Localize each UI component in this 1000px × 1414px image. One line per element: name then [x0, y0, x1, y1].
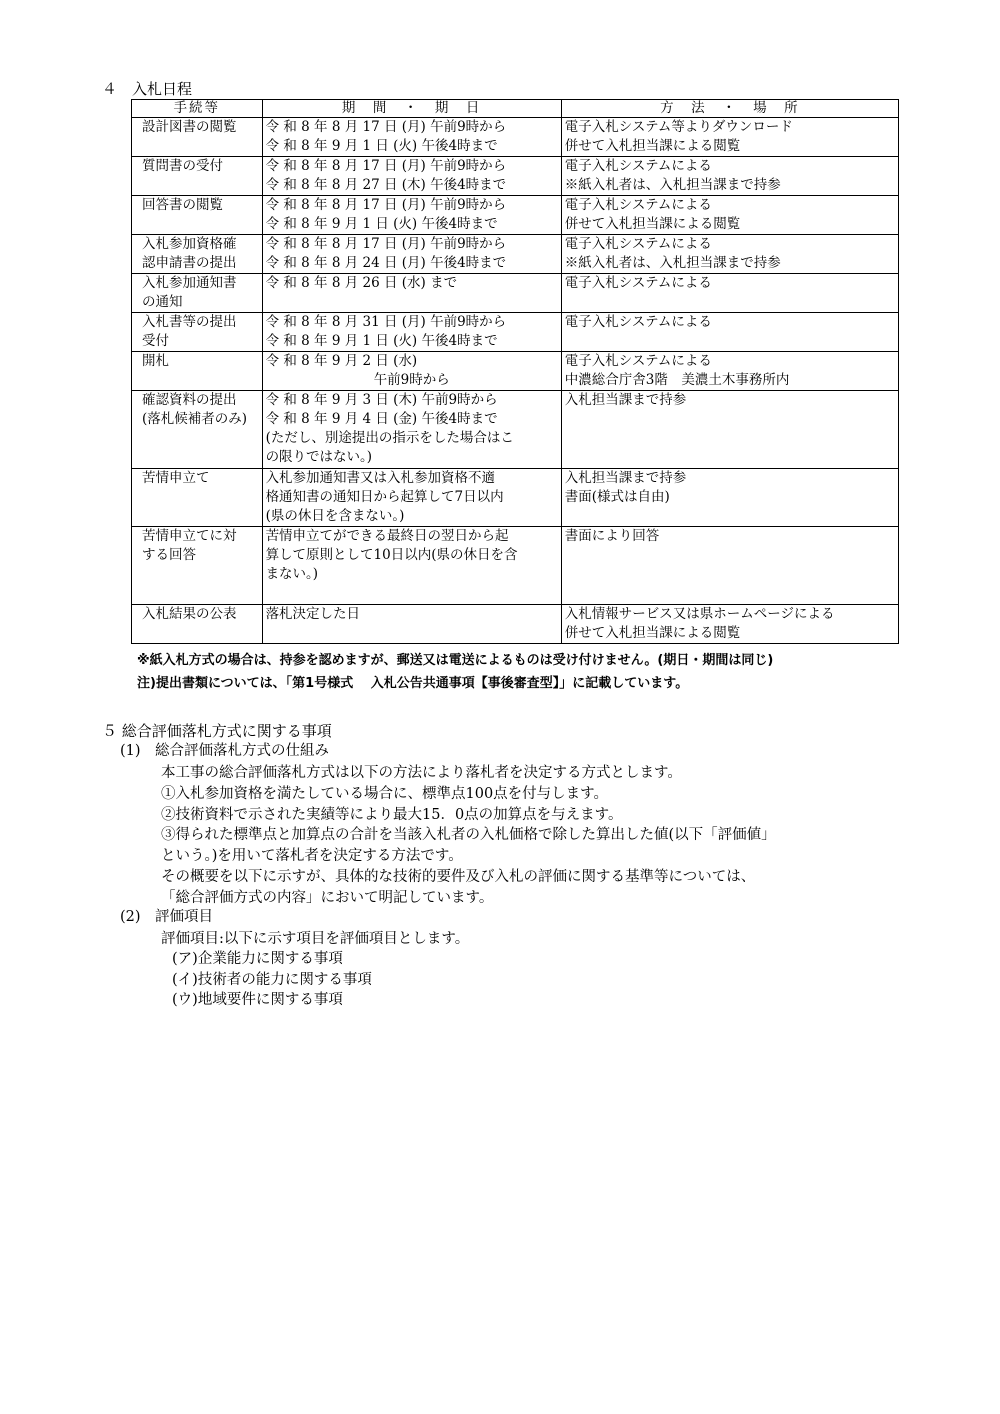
cell-method-line: 電子入札システムによる: [564, 353, 712, 369]
header-method: 方 法 ・ 場 所: [561, 100, 898, 118]
table-row: [132, 352, 899, 391]
cell-period-line: 令 和 8 年 8 月 17 日 (月) 午前9時から: [265, 158, 507, 174]
evaluation-item: (イ)技術者の能力に関する事項: [172, 971, 372, 988]
section-5-heading: ５ 総合評価落札方式に関する事項: [102, 722, 332, 740]
cell-step-line: 開札: [142, 353, 169, 369]
cell-step: [132, 274, 263, 313]
table-row: [132, 391, 899, 469]
cell-step-line: する回答: [142, 547, 196, 563]
cell-method-line: 電子入札システムによる: [564, 236, 712, 252]
cell-method-line: 入札担当課まで持参: [564, 470, 687, 486]
cell-period: [262, 352, 561, 391]
cell-method-line: 電子入札システムによる: [564, 197, 712, 213]
cell-step: [132, 196, 263, 235]
cell-method: [561, 118, 898, 157]
cell-method-line: ※紙入札者は、入札担当課まで持参: [564, 177, 781, 193]
section-4-heading: ４ 入札日程: [102, 80, 193, 98]
schedule-table: [131, 99, 899, 644]
cell-period-line: 令 和 8 年 9 月 2 日 (水): [265, 353, 418, 369]
cell-step: [132, 352, 263, 391]
cell-period: [262, 469, 561, 527]
cell-step: [132, 118, 263, 157]
cell-step: [132, 313, 263, 352]
cell-period: [262, 235, 561, 274]
cell-method: [561, 527, 898, 605]
table-header-row: [132, 100, 899, 118]
cell-period: [262, 196, 561, 235]
cell-period-line: 午前9時から: [373, 372, 450, 388]
cell-period: [262, 391, 561, 469]
table-row: [132, 605, 899, 644]
cell-step: [132, 527, 263, 605]
cell-method-line: 入札担当課まで持参: [564, 392, 687, 408]
cell-method-line: 併せて入札担当課による閲覧: [564, 625, 741, 641]
cell-step-line: 入札参加通知書: [142, 275, 237, 291]
cell-step-line: (落札候補者のみ): [142, 411, 248, 427]
cell-method: [561, 313, 898, 352]
cell-period: [262, 527, 561, 605]
cell-period-line: 令 和 8 年 8 月 17 日 (月) 午前9時から: [265, 119, 507, 135]
cell-period-line: 入札参加通知書又は入札参加資格不適: [265, 470, 496, 486]
cell-period-line: 令 和 8 年 8 月 27 日 (木) 午後4時まで: [265, 177, 507, 193]
cell-period-line: 格通知書の通知日から起算して7日以内: [265, 489, 504, 505]
cell-step-line: 受付: [142, 333, 169, 349]
cell-method-line: 併せて入札担当課による閲覧: [564, 138, 741, 154]
cell-period-line: 苦情申立てができる最終日の翌日から起: [265, 528, 509, 544]
cell-step-line: 苦情申立て: [142, 470, 210, 486]
table-row: [132, 118, 899, 157]
cell-step-line: 入札参加資格確: [142, 236, 237, 252]
cell-method-line: 電子入札システムによる: [564, 158, 712, 174]
cell-step-line: 入札書等の提出: [142, 314, 237, 330]
cell-period-line: 令 和 8 年 9 月 1 日 (火) 午後4時まで: [265, 138, 498, 154]
cell-step: [132, 157, 263, 196]
cell-step-line: 苦情申立てに対: [142, 528, 237, 544]
subsection-1-title: (1) 総合評価落札方式の仕組み: [120, 743, 330, 759]
table-row: [132, 157, 899, 196]
table-row: [132, 196, 899, 235]
cell-step-line: 確認資料の提出: [142, 392, 237, 408]
paragraph-line: ③得られた標準点と加算点の合計を当該入札者の入札価格で除した算出した値(以下「評価値」: [161, 827, 776, 844]
cell-step-line: の通知: [142, 294, 183, 310]
cell-method-line: 入札情報サービス又は県ホームページによる: [564, 606, 835, 622]
paragraph-line: という。)を用いて落札者を決定する方法です。: [161, 848, 463, 865]
cell-period-line: 令 和 8 年 8 月 31 日 (月) 午前9時から: [265, 314, 507, 330]
cell-method-line: 電子入札システム等よりダウンロード: [564, 119, 793, 135]
cell-period-line: 令 和 8 年 9 月 3 日 (木) 午前9時から: [265, 392, 498, 408]
cell-period-line: 落札決定した日: [265, 606, 361, 622]
cell-period-line: (ただし、別途提出の指示をした場合はこ: [265, 430, 514, 446]
cell-period: [262, 118, 561, 157]
header-step: 手続等: [132, 100, 263, 118]
cell-period: [262, 157, 561, 196]
cell-method-line: 電子入札システムによる: [564, 275, 712, 291]
cell-period-line: 令 和 8 年 9 月 1 日 (火) 午後4時まで: [265, 333, 498, 349]
cell-period-line: 算して原則として10日以内(県の休日を含: [265, 547, 518, 563]
cell-method-line: 書面(様式は自由): [564, 489, 670, 505]
note-paper-bid: ※紙入札方式の場合は、持参を認めますが、郵送又は電送によるものは受け付けません。(期日・期間は同じ): [137, 653, 774, 668]
cell-period: [262, 313, 561, 352]
cell-method-line: ※紙入札者は、入札担当課まで持参: [564, 255, 781, 271]
table-row: [132, 469, 899, 527]
cell-period-line: 令 和 8 年 9 月 1 日 (火) 午後4時まで: [265, 216, 498, 232]
cell-period-line: 令 和 8 年 8 月 17 日 (月) 午前9時から: [265, 197, 507, 213]
cell-step: [132, 605, 263, 644]
cell-method: [561, 235, 898, 274]
cell-step: [132, 469, 263, 527]
table-row: [132, 313, 899, 352]
cell-step: [132, 235, 263, 274]
evaluation-item: (ア)企業能力に関する事項: [172, 951, 343, 967]
cell-period-line: の限りではない。): [265, 449, 373, 465]
cell-method: [561, 196, 898, 235]
cell-method-line: 電子入札システムによる: [564, 314, 712, 330]
cell-step-line: 設計図書の閲覧: [142, 119, 237, 135]
cell-step-line: 質問書の受付: [142, 158, 223, 174]
cell-method: [561, 469, 898, 527]
cell-method: [561, 352, 898, 391]
cell-period-line: (県の休日を含まない。): [265, 508, 405, 524]
cell-method-line: 中濃総合庁舎3階 美濃土木事務所内: [564, 372, 790, 388]
cell-step: [132, 391, 263, 469]
subsection-2-title: (2) 評価項目: [120, 909, 214, 925]
cell-step-line: 回答書の閲覧: [142, 197, 223, 213]
cell-method-line: 併せて入札担当課による閲覧: [564, 216, 741, 232]
cell-period-line: 令 和 8 年 8 月 24 日 (月) 午後4時まで: [265, 255, 507, 271]
cell-step-line: 入札結果の公表: [142, 606, 237, 622]
cell-period-line: 令 和 8 年 8 月 17 日 (月) 午前9時から: [265, 236, 507, 252]
cell-period: [262, 274, 561, 313]
paragraph-line: 「総合評価方式の内容」において明記しています。: [161, 889, 494, 906]
cell-method: [561, 157, 898, 196]
cell-period-line: 令 和 8 年 8 月 26 日 (水) まで: [265, 275, 458, 291]
evaluation-item: (ウ)地域要件に関する事項: [172, 992, 343, 1008]
schedule-body: [132, 118, 899, 644]
cell-period-line: 令 和 8 年 9 月 4 日 (金) 午後4時まで: [265, 411, 498, 427]
note-documents: 注)提出書類については、「第1号様式 入札公告共通事項【事後審査型】」に記載しています。: [137, 676, 689, 691]
evaluation-lead: 評価項目:以下に示す項目を評価項目とします。: [161, 931, 470, 947]
table-row: [132, 274, 899, 313]
paragraph-line: ②技術資料で示された実績等により最大15．0点の加算点を与えます。: [161, 806, 623, 823]
paragraph-line: ①入札参加資格を満たしている場合に、標準点100点を付与します。: [161, 785, 609, 802]
cell-step-line: 認申請書の提出: [142, 255, 237, 271]
table-row: [132, 527, 899, 605]
table-row: [132, 235, 899, 274]
cell-method: [561, 274, 898, 313]
cell-method: [561, 605, 898, 644]
paragraph-line: その概要を以下に示すが、具体的な技術的要件及び入札の評価に関する基準等については、: [161, 869, 756, 885]
header-period: 期 間 ・ 期 日: [262, 100, 561, 118]
cell-period-line: まない。): [265, 566, 319, 582]
cell-method: [561, 391, 898, 469]
cell-method-line: 書面により回答: [564, 528, 660, 544]
cell-period: [262, 605, 561, 644]
paragraph-line: 本工事の総合評価落札方式は以下の方法により落札者を決定する方式とします。: [161, 765, 682, 781]
